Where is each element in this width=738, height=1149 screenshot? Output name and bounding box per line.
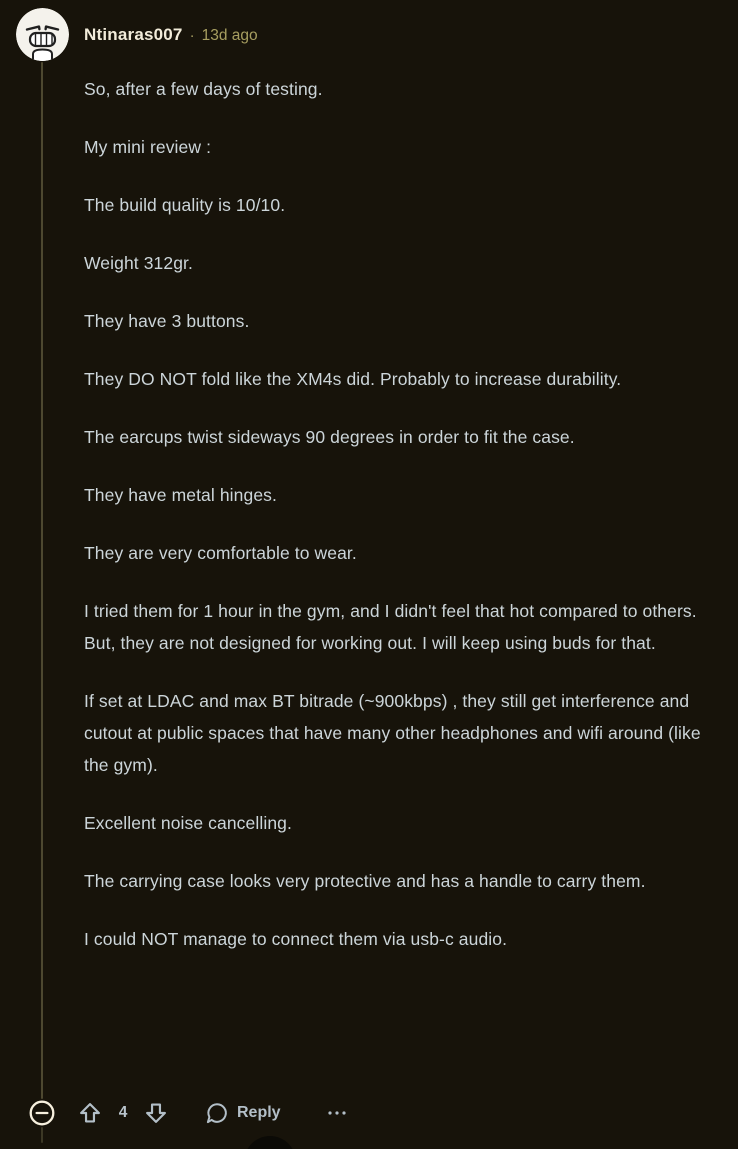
reply-button[interactable] [206,1102,281,1124]
meta-separator: · [189,26,195,44]
avatar[interactable] [16,8,69,61]
comment-body [84,73,710,981]
comment-thread-line [41,62,43,1099]
comment-paragraph: Excellent noise cancelling. [84,813,292,833]
comment-paragraph: If set at LDAC and max BT bitrade (~900kbps) , they still get interference and cutout at public spaces that have many other headphones and wifi around (like the gym). [84,691,701,775]
downvote-icon[interactable] [144,1101,168,1125]
comment-paragraph: They have 3 buttons. [84,311,250,331]
more-options-button[interactable] [325,1101,349,1125]
comment-author[interactable]: Ntinaras007 [84,24,183,44]
comment-paragraph: I tried them for 1 hour in the gym, and I didn't feel that hot compared to others. But, they are not designed for working out. I will keep using buds for that. [84,601,697,653]
comment-paragraph: They are very comfortable to wear. [84,543,357,563]
comment-paragraph: They have metal hinges. [84,485,277,505]
upvote-icon[interactable] [78,1101,102,1125]
speech-bubble-icon [206,1102,228,1124]
comment-paragraph: My mini review : [84,137,212,157]
collapse-thread-icon[interactable] [28,1099,56,1127]
comment-paragraph: The build quality is 10/10. [84,195,286,215]
comment-action-bar [28,1095,712,1131]
comment-timestamp: 13d ago [201,26,258,44]
comment-paragraph: The earcups twist sideways 90 degrees in order to fit the case. [84,427,575,447]
next-comment-avatar-partial [244,1136,296,1149]
comment-paragraph: I could NOT manage to connect them via usb-c audio. [84,929,508,949]
comment-paragraph: So, after a few days of testing. [84,79,323,99]
comment-paragraph: They DO NOT fold like the XM4s did. Probably to increase durability. [84,369,622,389]
vote-count: 4 [118,1104,128,1121]
comment-paragraph: The carrying case looks very protective and has a handle to carry them. [84,871,646,891]
comment-meta [84,25,258,45]
ellipsis-icon [326,1102,348,1124]
comment-paragraph: Weight 312gr. [84,253,193,273]
reply-label: Reply [237,1104,281,1121]
comment-header [16,8,258,61]
